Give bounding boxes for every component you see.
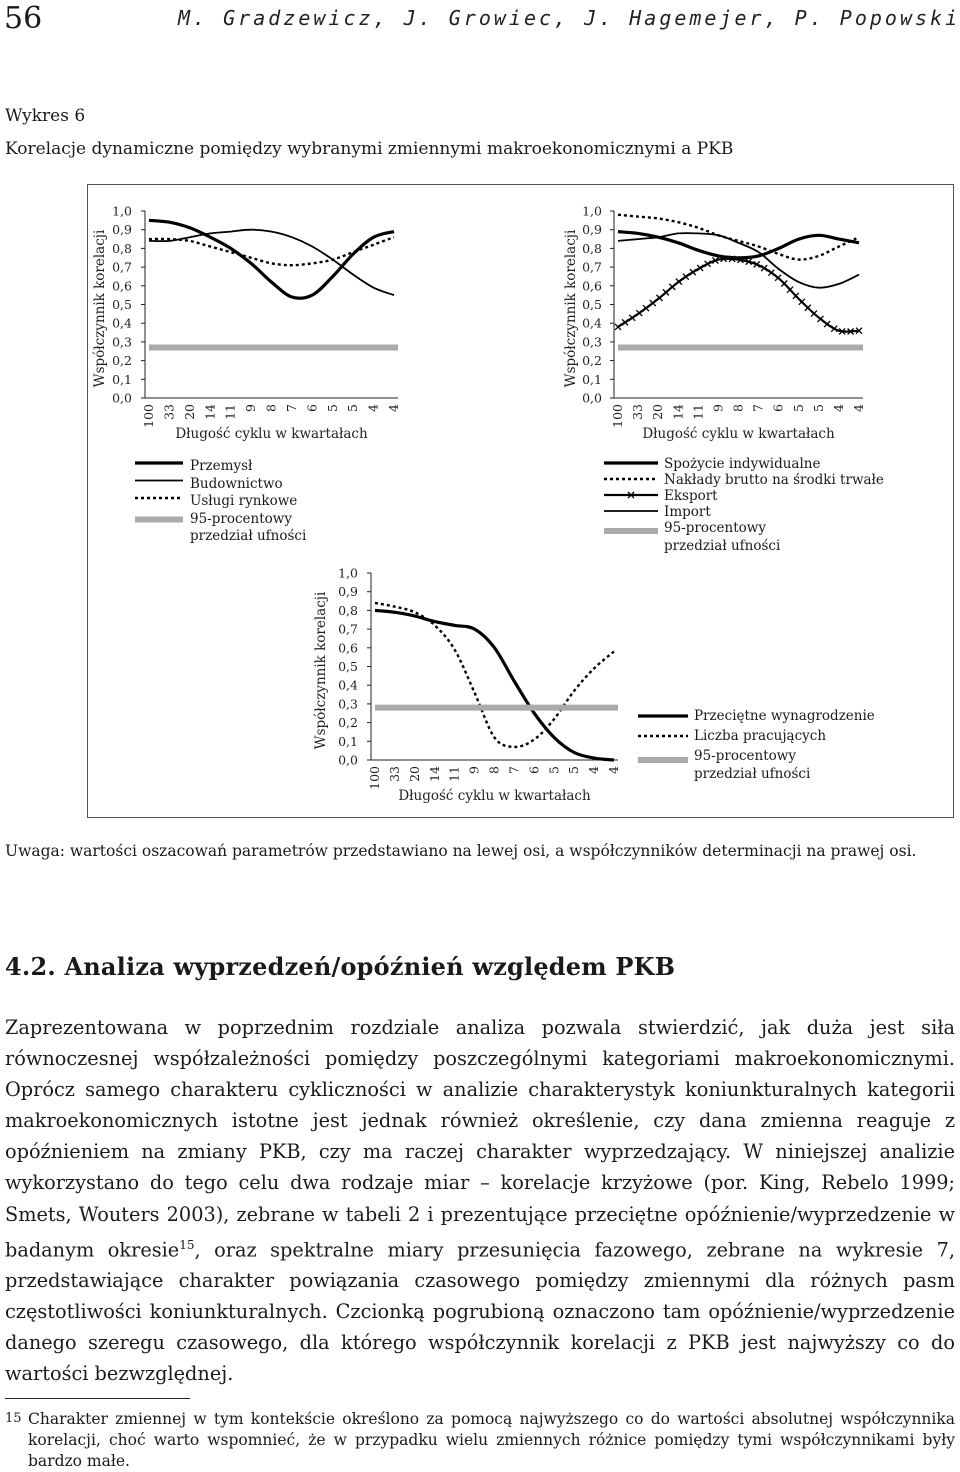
series-marker	[629, 315, 635, 321]
footnote-reference[interactable]: 15	[179, 1237, 195, 1252]
series-marker	[805, 305, 811, 311]
x-tick-label: 8	[730, 404, 746, 412]
legend-3-label-1: Liczba pracujących	[694, 728, 827, 744]
x-axis-title: Długość cyklu w kwartałach	[175, 426, 368, 442]
y-tick-label: 0,4	[582, 315, 602, 331]
y-tick-label: 0,0	[112, 390, 132, 406]
y-tick-label: 0,2	[582, 353, 602, 369]
x-tick-label: 4	[586, 766, 602, 774]
y-tick-label: 0,9	[338, 584, 358, 600]
y-tick-label: 0,0	[338, 752, 358, 768]
series-marker	[643, 305, 649, 311]
legend-chart-3	[638, 708, 875, 788]
legend-3-label-0: Przeciętne wynagrodzenie	[694, 708, 875, 724]
legend-chart-2	[602, 456, 882, 556]
x-tick-label: 4	[830, 404, 846, 412]
x-tick-label: 14	[426, 766, 442, 782]
y-tick-label: 0,2	[112, 353, 132, 369]
y-tick-label: 1,0	[112, 203, 132, 219]
paragraph-text-2: , oraz spektralne miary przesunięcia fazowego, zebrane na wykresie 7, przedstawiające charakter powiązania czasowego pomiędzy zmiennymi dla różnych pasm częstotliwości koniunkturalnych. Czcionką pogrubioną oznaczono tam opóźnienie/wyprzedzenie danego szeregu czasowego, dla którego współczynnik korelacji z PKB jest najwyższy co do wartości bezwzględnej.	[5, 1238, 955, 1386]
y-tick-label: 0,9	[582, 222, 602, 238]
series-marker	[676, 279, 682, 285]
legend-1-label-1: Budownictwo	[190, 475, 283, 492]
x-tick-label: 8	[486, 766, 502, 774]
series-marker	[817, 316, 823, 322]
y-tick-label: 0,7	[582, 259, 602, 275]
series-line-dotted-1	[375, 603, 614, 747]
footnote-text: Charakter zmiennej w tym kontekście określono za pomocą najwyższego co do wartości absolutnej współczynnika korelacji, choć warto wspomnieć, że w przypadku wielu zmiennych różnice pomiędzy tymi współczynnikami były bardzo małe.	[28, 1410, 955, 1470]
x-tick-label: 5	[566, 766, 582, 774]
x-axis-title: Długość cyklu w kwartałach	[642, 426, 835, 442]
series-marker	[669, 284, 675, 290]
legend-2-label-3: Import	[664, 504, 711, 520]
x-tick-label: 7	[283, 404, 299, 412]
section-heading: 4.2. Analiza wyprzedzeń/opóźnień względem PKB	[5, 952, 676, 981]
x-tick-label: 9	[710, 404, 726, 412]
series-marker	[663, 289, 669, 295]
footnote-number: 15	[5, 1411, 22, 1426]
series-marker	[636, 310, 642, 316]
x-tick-label: 8	[263, 404, 279, 412]
x-tick-label: 33	[386, 766, 402, 782]
legend-2-label-4: 95-procentowy przedział ufności	[664, 520, 781, 554]
y-axis-title: Współczynnik korelacji	[313, 591, 329, 750]
x-tick-label: 6	[526, 766, 542, 774]
legend-2-label-1: Nakłady brutto na środki trwałe	[664, 472, 884, 488]
series-marker	[615, 324, 621, 330]
series-marker	[793, 293, 799, 299]
x-tick-label: 9	[243, 404, 259, 412]
y-axis-title: Współczynnik korelacji	[92, 229, 108, 388]
series-marker	[811, 311, 817, 317]
series-marker	[781, 281, 787, 287]
x-tick-label: 100	[141, 404, 156, 428]
x-tick-label: 9	[466, 766, 482, 774]
y-tick-label: 0,9	[112, 222, 132, 238]
y-tick-label: 0,3	[582, 334, 602, 350]
y-tick-label: 0,5	[112, 297, 132, 312]
y-tick-label: 0,3	[338, 696, 358, 712]
x-tick-label: 20	[650, 404, 666, 420]
section-body	[5, 1012, 955, 1390]
running-head-authors: M. Gradzewicz, J. Growiec, J. Hagemejer, P. Popowski	[178, 6, 960, 30]
figure-note: Uwaga: wartości oszacowań parametrów przedstawiano na lewej osi, a współczynników determinacji na prawej osi.	[5, 842, 917, 860]
y-tick-label: 0,8	[112, 240, 132, 256]
y-tick-label: 0,3	[112, 334, 132, 350]
x-tick-label: 7	[750, 404, 766, 412]
y-tick-label: 0,4	[112, 315, 132, 331]
x-tick-label: 33	[630, 404, 646, 420]
y-tick-label: 0,1	[582, 371, 602, 387]
y-tick-label: 0,0	[582, 390, 602, 406]
footnote-rule	[5, 1398, 190, 1399]
figure-title: Korelacje dynamiczne pomiędzy wybranymi zmiennymi makroekonomicznymi a PKB	[5, 139, 734, 159]
paragraph-text-1: Zaprezentowana w poprzednim rozdziale analiza pozwala stwierdzić, jak duża jest siła równoczesnej współzależności pomiędzy poszczególnymi kategoriami makroekonomicznymi. Oprócz samego charakteru cykliczności w analizie charakterystyk koniunkturalnych kategorii makroekonomicznych istotne jest jednak również określenie, czy dana zmienna reaguje z opóźnieniem na zmiany PKB, czy ma raczej charakter wyprzedzający. W niniejszej analizie wykorzystano do tego celu dwa rodzaje miar – korelacje krzyżowe (por. King, Rebelo 1999; Smets, Wouters 2003), zebrane w tabeli 2 i prezentujące przeciętne opóźnienie/wyprzedzenie w badanym okresie	[5, 1016, 955, 1262]
chart-3	[313, 566, 688, 805]
series-marker	[775, 275, 781, 281]
y-tick-label: 0,5	[338, 659, 358, 674]
x-tick-label: 5	[345, 404, 361, 412]
x-tick-label: 6	[304, 404, 320, 412]
legend-2-label-2: Eksport	[664, 488, 718, 504]
y-axis-title: Współczynnik korelacji	[563, 229, 579, 388]
legend-1-label-0: Przemysł	[190, 458, 253, 474]
legend-chart-1	[133, 458, 333, 548]
y-tick-label: 0,6	[112, 278, 132, 294]
x-tick-label: 4	[365, 404, 381, 412]
series-marker	[656, 295, 662, 301]
x-tick-label: 100	[610, 404, 625, 428]
figure-label: Wykres 6	[5, 106, 86, 126]
y-tick-label: 0,7	[112, 259, 132, 275]
legend-1-label-2: Usługi rynkowe	[190, 493, 298, 509]
x-tick-label: 5	[324, 404, 340, 412]
x-tick-label: 100	[367, 766, 382, 790]
body-paragraph	[5, 1012, 955, 1390]
y-tick-label: 0,1	[112, 371, 132, 387]
x-tick-label: 4	[851, 404, 866, 412]
y-tick-label: 0,6	[582, 278, 602, 294]
x-tick-label: 7	[506, 766, 522, 774]
y-tick-label: 0,6	[338, 640, 358, 656]
x-tick-label: 5	[546, 766, 562, 774]
x-tick-label: 11	[446, 766, 462, 782]
y-tick-label: 1,0	[338, 565, 358, 581]
x-tick-label: 14	[670, 404, 686, 420]
series-marker	[768, 270, 774, 276]
y-tick-label: 0,1	[338, 733, 358, 749]
y-tick-label: 0,8	[582, 240, 602, 256]
series-marker	[787, 287, 793, 293]
y-tick-label: 0,5	[582, 297, 602, 312]
series-marker	[824, 321, 830, 327]
x-tick-label: 4	[606, 766, 621, 774]
x-axis-title: Długość cyklu w kwartałach	[398, 788, 591, 804]
x-tick-label: 11	[222, 404, 238, 420]
series-marker	[622, 319, 628, 325]
y-tick-label: 0,7	[338, 621, 358, 637]
x-tick-label: 6	[770, 404, 786, 412]
x-tick-label: 11	[690, 404, 706, 420]
series-marker	[650, 300, 656, 306]
y-tick-label: 0,2	[338, 715, 358, 731]
x-tick-label: 14	[202, 404, 218, 420]
x-tick-label: 5	[790, 404, 806, 412]
x-tick-label: 5	[810, 404, 826, 412]
series-marker	[683, 274, 689, 280]
x-tick-label: 20	[181, 404, 197, 420]
x-tick-label: 4	[386, 404, 401, 412]
x-tick-label: 20	[406, 766, 422, 782]
x-tick-label: 33	[161, 404, 177, 420]
legend-3-label-2: 95-procentowy przedział ufności	[694, 748, 811, 782]
page-number: 56	[4, 1, 43, 36]
series-marker	[799, 299, 805, 305]
legend-2-label-0: Spożycie indywidualne	[664, 456, 821, 472]
y-tick-label: 0,8	[338, 602, 358, 618]
y-tick-label: 0,4	[338, 677, 358, 693]
y-tick-label: 1,0	[582, 203, 602, 219]
legend-1-label-3: 95-procentowy przedział ufności	[190, 510, 307, 544]
